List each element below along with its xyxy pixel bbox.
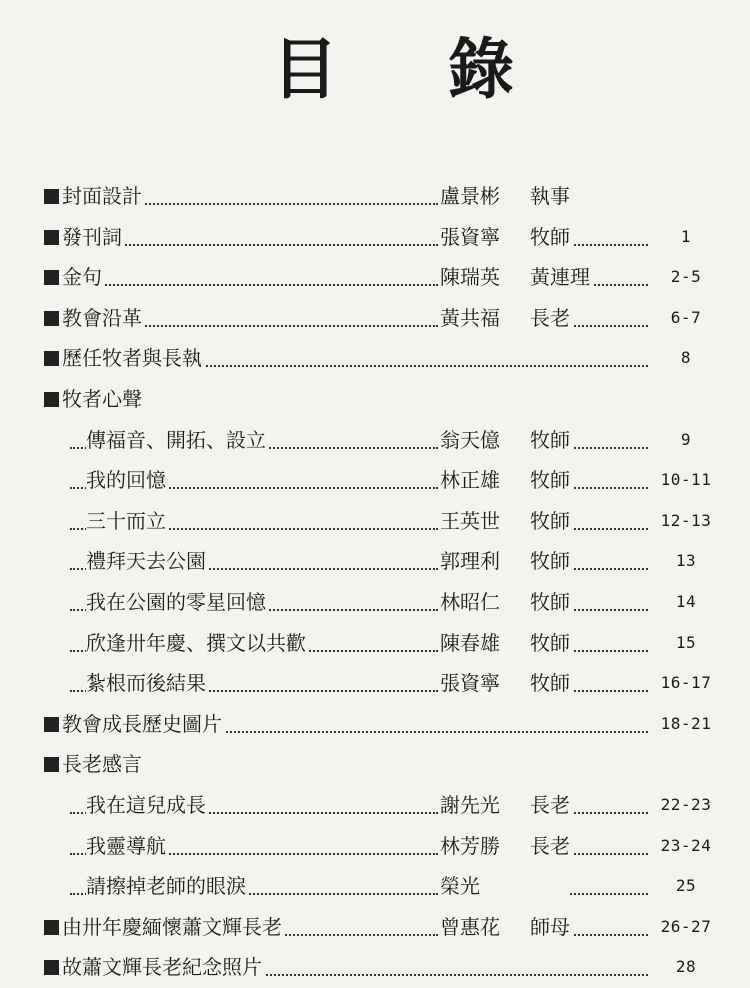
toc-entry	[0, 907, 750, 948]
toc-entry	[0, 501, 750, 542]
entry-author: 陳春雄	[440, 623, 500, 664]
entry-topic: 發刊詞	[62, 217, 124, 258]
toc-entry	[0, 217, 750, 258]
entry-page-number: 28	[650, 947, 722, 988]
page-title	[0, 30, 750, 110]
toc-entry	[0, 623, 750, 664]
square-bullet-icon	[44, 230, 59, 245]
entry-topic: 歷任牧者與長執	[62, 338, 204, 379]
toc-entry	[0, 298, 750, 339]
dot-leader	[570, 460, 648, 489]
entry-author: 郭理利	[440, 541, 500, 582]
entry-author: 黃共福	[440, 298, 500, 339]
entry-author: 林昭仁	[440, 582, 500, 623]
entry-role: 牧師	[530, 217, 572, 258]
dot-leader	[570, 501, 648, 530]
entry-topic: 三十而立	[86, 501, 168, 542]
entry-topic: 由卅年慶緬懷蕭文輝長老	[62, 907, 284, 948]
entry-page-number: 16-17	[650, 663, 722, 704]
toc-entry	[0, 663, 750, 704]
entry-author: 張資寧	[440, 663, 500, 704]
entry-role: 牧師	[530, 460, 572, 501]
entry-role: 黃連理	[530, 257, 592, 298]
entry-author: 榮光	[440, 866, 480, 907]
entry-page-number: 22-23	[650, 785, 722, 826]
entry-role: 牧師	[530, 663, 572, 704]
dot-leader	[570, 541, 648, 570]
entry-author: 王英世	[440, 501, 500, 542]
dot-leader	[570, 907, 648, 936]
entry-page-number: 6-7	[650, 298, 722, 339]
entry-page-number: 12-13	[650, 501, 722, 542]
entry-topic: 我在這兒成長	[86, 785, 208, 826]
entry-topic: 欣逢卅年慶、撰文以共歡	[86, 623, 308, 664]
dot-leader	[570, 420, 648, 449]
entry-role: 師母	[530, 907, 572, 948]
toc-entry	[0, 176, 750, 217]
entry-page-number: 13	[650, 541, 722, 582]
toc-entry	[0, 582, 750, 623]
dot-leader	[570, 785, 648, 814]
entry-author: 陳瑞英	[440, 257, 500, 298]
entry-topic: 故蕭文輝長老紀念照片	[62, 947, 264, 988]
dot-leader	[570, 217, 648, 246]
entry-topic: 禮拜天去公園	[86, 541, 208, 582]
entry-topic: 我的回憶	[86, 460, 168, 501]
entry-page-number: 9	[650, 420, 722, 461]
title-char-1: 目	[272, 31, 338, 108]
toc-entry	[0, 379, 750, 420]
title-char-2: 錄	[448, 31, 514, 108]
entry-topic: 我靈導航	[86, 826, 168, 867]
entry-topic: 教會沿革	[62, 298, 144, 339]
entry-page-number: 25	[650, 866, 722, 907]
dot-leader	[570, 866, 648, 895]
entry-page-number: 23-24	[650, 826, 722, 867]
entry-topic: 教會成長歷史圖片	[62, 704, 224, 745]
dot-leader	[70, 257, 438, 286]
entry-role: 牧師	[530, 623, 572, 664]
square-bullet-icon	[44, 717, 59, 732]
entry-role: 牧師	[530, 420, 572, 461]
dot-leader	[570, 826, 648, 855]
entry-author: 翁天億	[440, 420, 500, 461]
entry-topic: 封面設計	[62, 176, 144, 217]
entry-topic: 紮根而後結果	[86, 663, 208, 704]
entry-role: 長老	[530, 826, 572, 867]
toc-entry	[0, 704, 750, 745]
entry-author: 曾惠花	[440, 907, 500, 948]
dot-leader	[570, 582, 648, 611]
entry-page-number: 2-5	[650, 257, 722, 298]
entry-page-number: 14	[650, 582, 722, 623]
square-bullet-icon	[44, 351, 59, 366]
dot-leader	[570, 663, 648, 692]
entry-page-number: 1	[650, 217, 722, 258]
toc-entry	[0, 947, 750, 988]
entry-author: 林正雄	[440, 460, 500, 501]
table-of-contents	[0, 176, 750, 988]
toc-entry	[0, 541, 750, 582]
dot-leader	[70, 217, 438, 246]
entry-page-number: 15	[650, 623, 722, 664]
toc-entry	[0, 460, 750, 501]
toc-entry	[0, 338, 750, 379]
square-bullet-icon	[44, 270, 59, 285]
square-bullet-icon	[44, 189, 59, 204]
entry-topic: 長老感言	[62, 744, 144, 785]
square-bullet-icon	[44, 392, 59, 407]
entry-topic: 請擦掉老師的眼淚	[86, 866, 248, 907]
entry-author: 張資寧	[440, 217, 500, 258]
dot-leader	[570, 298, 648, 327]
entry-role: 執事	[530, 176, 572, 217]
square-bullet-icon	[44, 920, 59, 935]
entry-topic: 牧者心聲	[62, 379, 144, 420]
toc-entry	[0, 826, 750, 867]
toc-entry	[0, 257, 750, 298]
entry-role: 牧師	[530, 501, 572, 542]
entry-page-number: 18-21	[650, 704, 722, 745]
entry-page-number: 10-11	[650, 460, 722, 501]
entry-role: 牧師	[530, 541, 572, 582]
entry-role: 長老	[530, 298, 572, 339]
toc-entry	[0, 785, 750, 826]
square-bullet-icon	[44, 960, 59, 975]
toc-entry	[0, 420, 750, 461]
entry-role: 牧師	[530, 582, 572, 623]
entry-topic: 傳福音、開拓、設立	[86, 420, 268, 461]
entry-topic: 我在公園的零星回憶	[86, 582, 268, 623]
entry-page-number: 8	[650, 338, 722, 379]
entry-page-number: 26-27	[650, 907, 722, 948]
entry-author: 盧景彬	[440, 176, 500, 217]
square-bullet-icon	[44, 311, 59, 326]
entry-author: 林芳勝	[440, 826, 500, 867]
entry-author: 謝先光	[440, 785, 500, 826]
entry-role: 長老	[530, 785, 572, 826]
toc-entry	[0, 866, 750, 907]
square-bullet-icon	[44, 757, 59, 772]
dot-leader	[570, 623, 648, 652]
toc-entry	[0, 744, 750, 785]
entry-topic: 金句	[62, 257, 104, 298]
